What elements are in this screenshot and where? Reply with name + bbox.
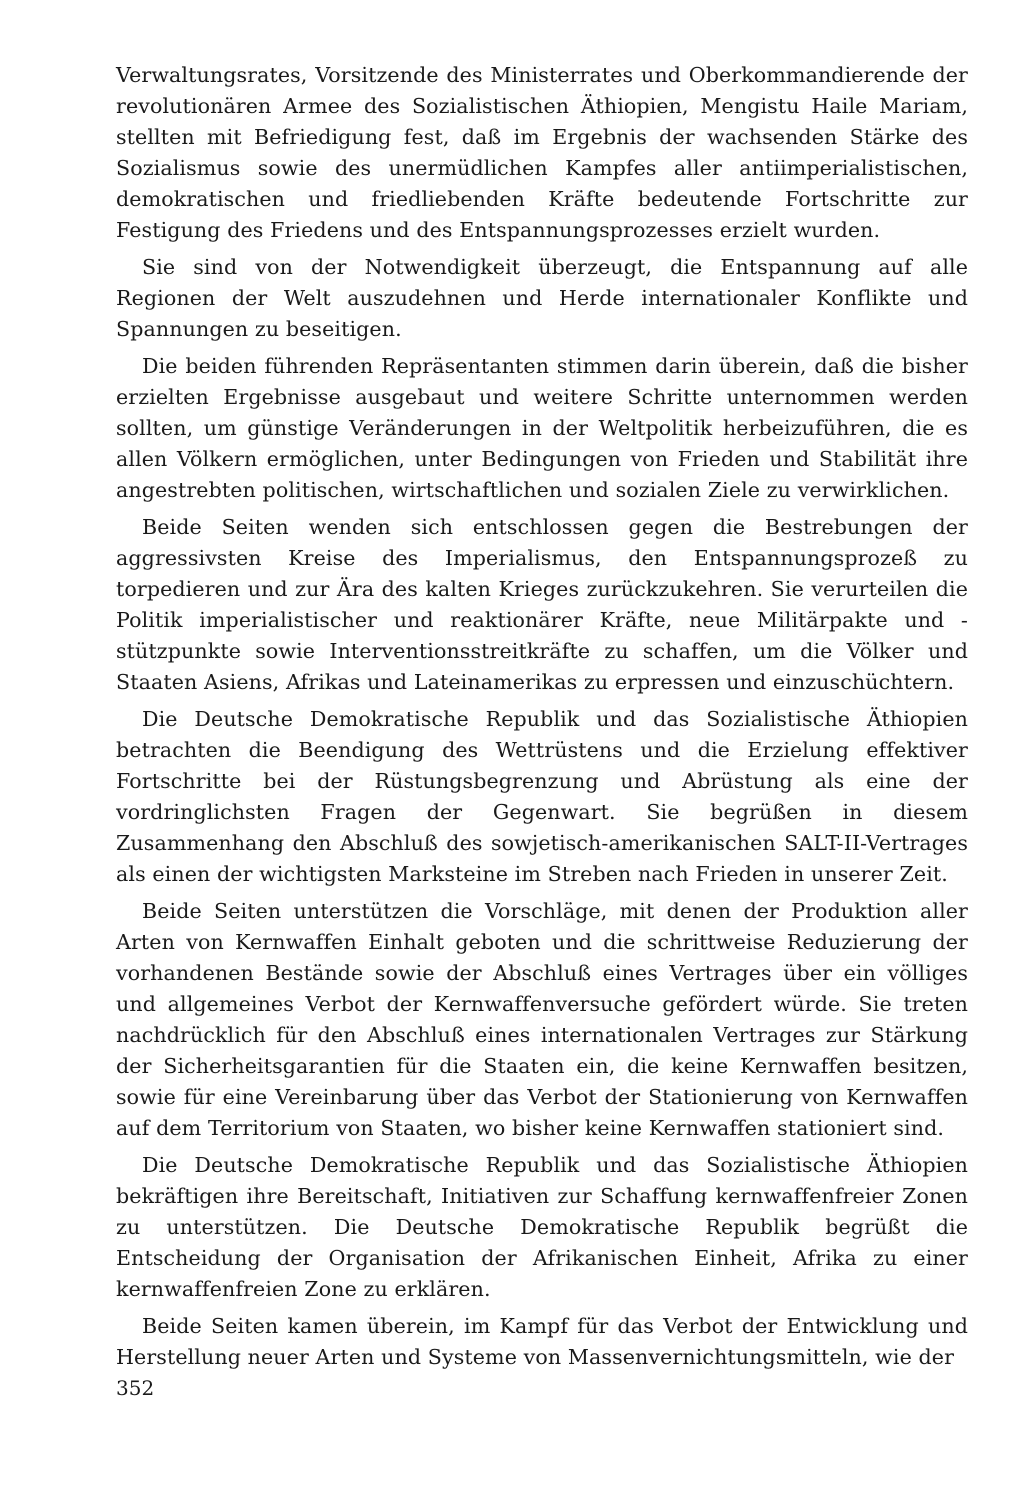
body-text xyxy=(116,60,968,1379)
paragraph-1: Verwaltungsrates, Vorsitzende des Ministerrates und Oberkommandierende der revolutionären Armee des Sozialistischen Äthiopien, Mengistu Haile Mariam, stellten mit Befriedigung fest, daß im Ergebnis der wachsenden Stärke des Sozialismus sowie des unermüdlichen Kampfes aller antiimperialistischen, demokratischen und friedliebenden Kräfte bedeutende Fortschritte zur Festigung des Friedens und des Entspannungsprozesses erzielt wurden. xyxy=(116,63,968,242)
paragraph-8: Beide Seiten kamen überein, im Kampf für das Verbot der Entwicklung und Herstellung neuer Arten und Systeme von Massenvernichtungsmitteln, wie der xyxy=(116,1314,968,1369)
paragraph-3: Die beiden führenden Repräsentanten stimmen darin überein, daß die bisher erzielten Ergebnisse ausgebaut und weitere Schritte unternommen werden sollten, um günstige Veränderungen in der Weltpolitik herbeizuführen, die es allen Völkern ermöglichen, unter Bedingungen von Frieden und Stabilität ihre angestrebten politischen, wirtschaftlichen und sozialen Ziele zu verwirklichen. xyxy=(116,354,968,502)
page-number: 352 xyxy=(116,1376,155,1400)
paragraph-4: Beide Seiten wenden sich entschlossen gegen die Bestrebungen der aggressivsten Kreise des Imperialismus, den Entspannungsprozeß zu torpedieren und zur Ära des kalten Krieges zurückzukehren. Sie verurteilen die Politik imperialistischer und reaktionärer Kräfte, neue Militärpakte und -stützpunkte sowie Interventionsstreitkräfte zu schaffen, um die Völker und Staaten Asiens, Afrikas und Lateinamerikas zu erpressen und einzuschüchtern. xyxy=(116,515,968,694)
paragraph-5: Die Deutsche Demokratische Republik und das Sozialistische Äthiopien betrachten die Beendigung des Wettrüstens und die Erzielung effektiver Fortschritte bei der Rüstungsbegrenzung und Abrüstung als eine der vordringlichsten Fragen der Gegenwart. Sie begrüßen in diesem Zusammenhang den Abschluß des sowjetisch-amerikanischen SALT-II-Vertrages als einen der wichtigsten Marksteine im Streben nach Frieden in unserer Zeit. xyxy=(116,707,968,886)
paragraph-6: Beide Seiten unterstützen die Vorschläge, mit denen der Produktion aller Arten von Kernwaffen Einhalt geboten und die schrittweise Reduzierung der vorhandenen Bestände sowie der Abschluß eines Vertrages über ein völliges und allgemeines Verbot der Kernwaffenversuche gefördert würde. Sie treten nachdrücklich für den Abschluß eines internationalen Vertrages zur Stärkung der Sicherheitsgarantien für die Staaten ein, die keine Kernwaffen besitzen, sowie für eine Vereinbarung über das Verbot der Stationierung von Kernwaffen auf dem Territorium von Staaten, wo bisher keine Kernwaffen stationiert sind. xyxy=(116,899,968,1140)
paragraph-7: Die Deutsche Demokratische Republik und das Sozialistische Äthiopien bekräftigen ihre Bereitschaft, Initiativen zur Schaffung kernwaffenfreier Zonen zu unterstützen. Die Deutsche Demokratische Republik begrüßt die Entscheidung der Organisation der Afrikanischen Einheit, Afrika zu einer kernwaffenfreien Zone zu erklären. xyxy=(116,1153,968,1301)
paragraph-2: Sie sind von der Notwendigkeit überzeugt, die Entspannung auf alle Regionen der Welt auszudehnen und Herde internationaler Konflikte und Spannungen zu beseitigen. xyxy=(116,255,968,341)
